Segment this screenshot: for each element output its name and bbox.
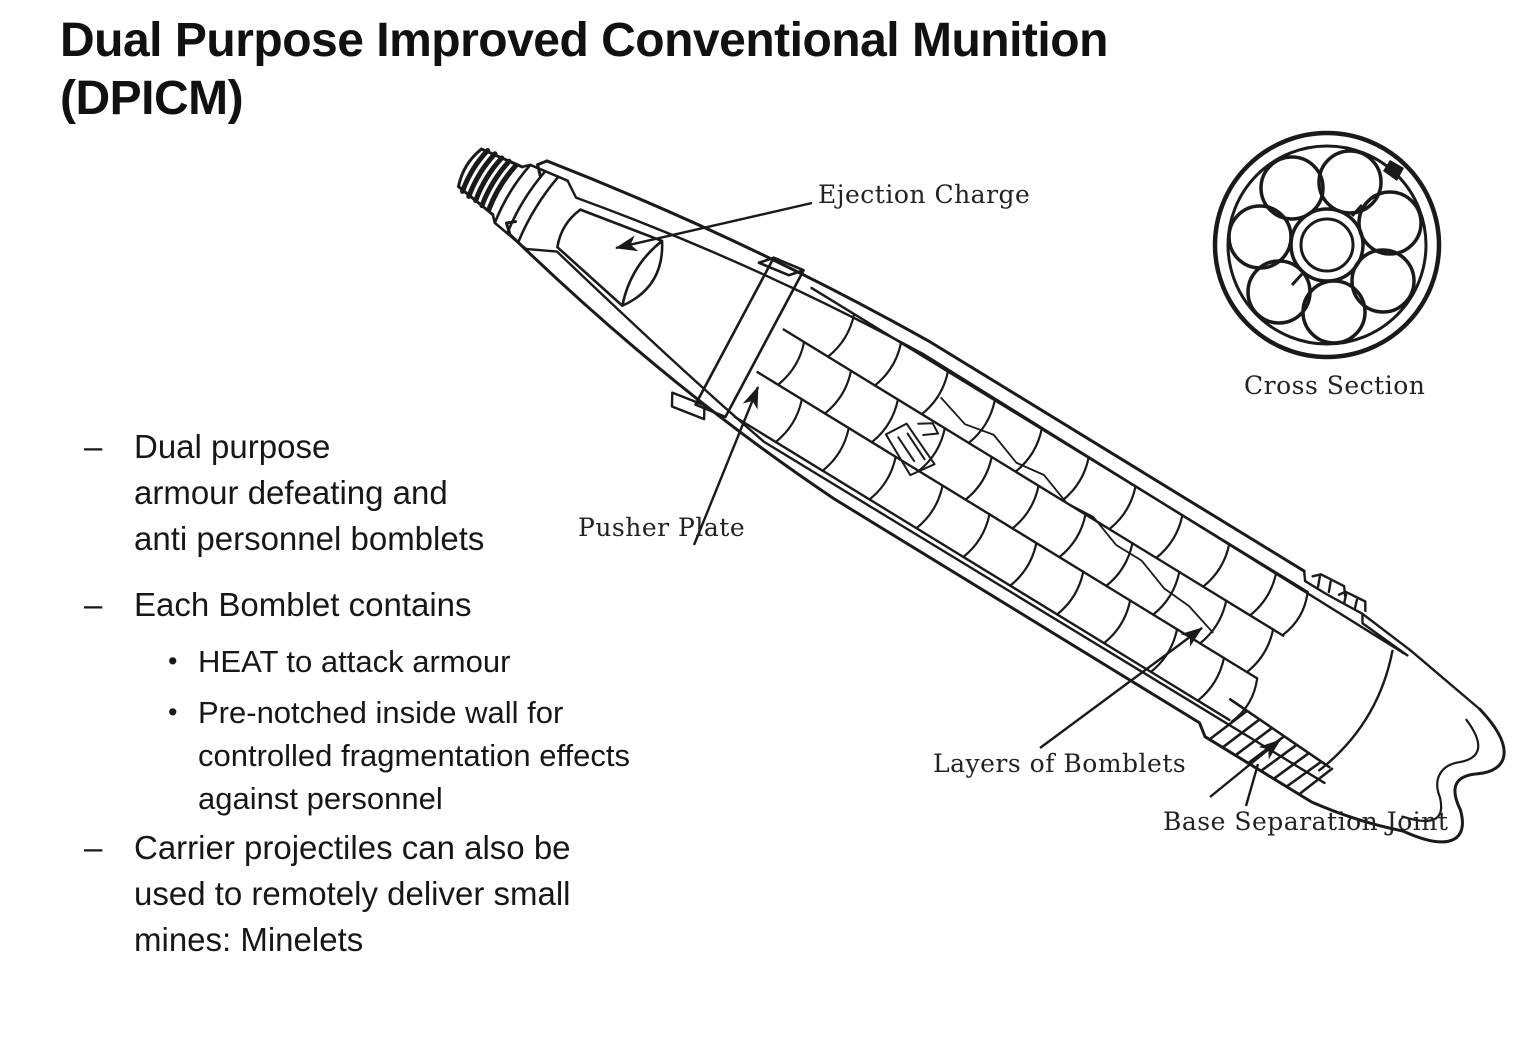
bullet-dash-marker: – bbox=[84, 586, 103, 623]
ejection-charge-arrow bbox=[616, 203, 812, 248]
bullet-dot-marker: • bbox=[168, 646, 178, 676]
bullet-list bbox=[58, 424, 630, 963]
label-pusher-plate: Pusher Plate bbox=[578, 513, 746, 542]
base-top-steps bbox=[1291, 564, 1498, 709]
cross-section-bomblet bbox=[1248, 261, 1310, 323]
bullet-subitem bbox=[142, 640, 630, 683]
cross-section-bomblet bbox=[1261, 157, 1323, 219]
label-cross-section: Cross Section bbox=[1244, 371, 1426, 400]
cross-section-outer-ring bbox=[1215, 133, 1439, 357]
cross-section-diagram bbox=[1215, 133, 1439, 357]
label-ejection-charge: Ejection Charge bbox=[818, 180, 1031, 209]
page-title-line1: Dual Purpose Improved Conventional Munition bbox=[60, 14, 1108, 67]
bullet-dash-marker: – bbox=[84, 428, 103, 465]
inner-wall-lines bbox=[505, 148, 1406, 784]
cross-section-bomblet bbox=[1359, 192, 1421, 254]
bullet-text: Dual purpose armour defeating and anti personnel bomblets bbox=[134, 428, 485, 557]
bullet-text: Each Bomblet contains bbox=[134, 586, 472, 623]
ejection-charge-cone bbox=[545, 194, 673, 313]
base-plug-face bbox=[1319, 651, 1403, 777]
bullet-dash-marker: – bbox=[84, 829, 103, 866]
bullet-text: HEAT to attack armour bbox=[198, 644, 511, 679]
leader-arrows bbox=[616, 203, 1280, 806]
bomblet-columns-row3 bbox=[776, 399, 1262, 724]
cross-section-bomblet bbox=[1319, 151, 1381, 213]
bullet-item bbox=[58, 424, 630, 562]
page-title-line2: (DPICM) bbox=[60, 72, 244, 125]
label-layers-of-bomblets: Layers of Bomblets bbox=[933, 749, 1187, 778]
cross-section-bomblet bbox=[1352, 250, 1414, 312]
bullet-dot-marker: • bbox=[168, 697, 178, 727]
base-separation-joint-line bbox=[1246, 764, 1258, 806]
bullet-item bbox=[58, 825, 630, 963]
page-title bbox=[60, 12, 1108, 128]
bullet-text: Carrier projectiles can also be used to remotely deliver small mines: Minelets bbox=[134, 829, 571, 958]
bullet-text: Pre-notched inside wall for controlled fragmentation effects against personnel bbox=[198, 695, 630, 816]
cross-section-bomblet bbox=[1229, 206, 1291, 268]
bullet-item bbox=[58, 582, 630, 628]
cross-section-center-tube-inner bbox=[1301, 219, 1353, 271]
label-base-separation-joint: Base Separation Joint bbox=[1163, 807, 1449, 836]
cross-section-bomblet bbox=[1303, 281, 1365, 343]
bomblet-grid-rows bbox=[731, 287, 1309, 721]
nose-fuze-thread-ribs bbox=[459, 147, 516, 209]
bullet-subitem bbox=[142, 691, 630, 820]
bomblet-columns-row1 bbox=[828, 314, 1313, 638]
